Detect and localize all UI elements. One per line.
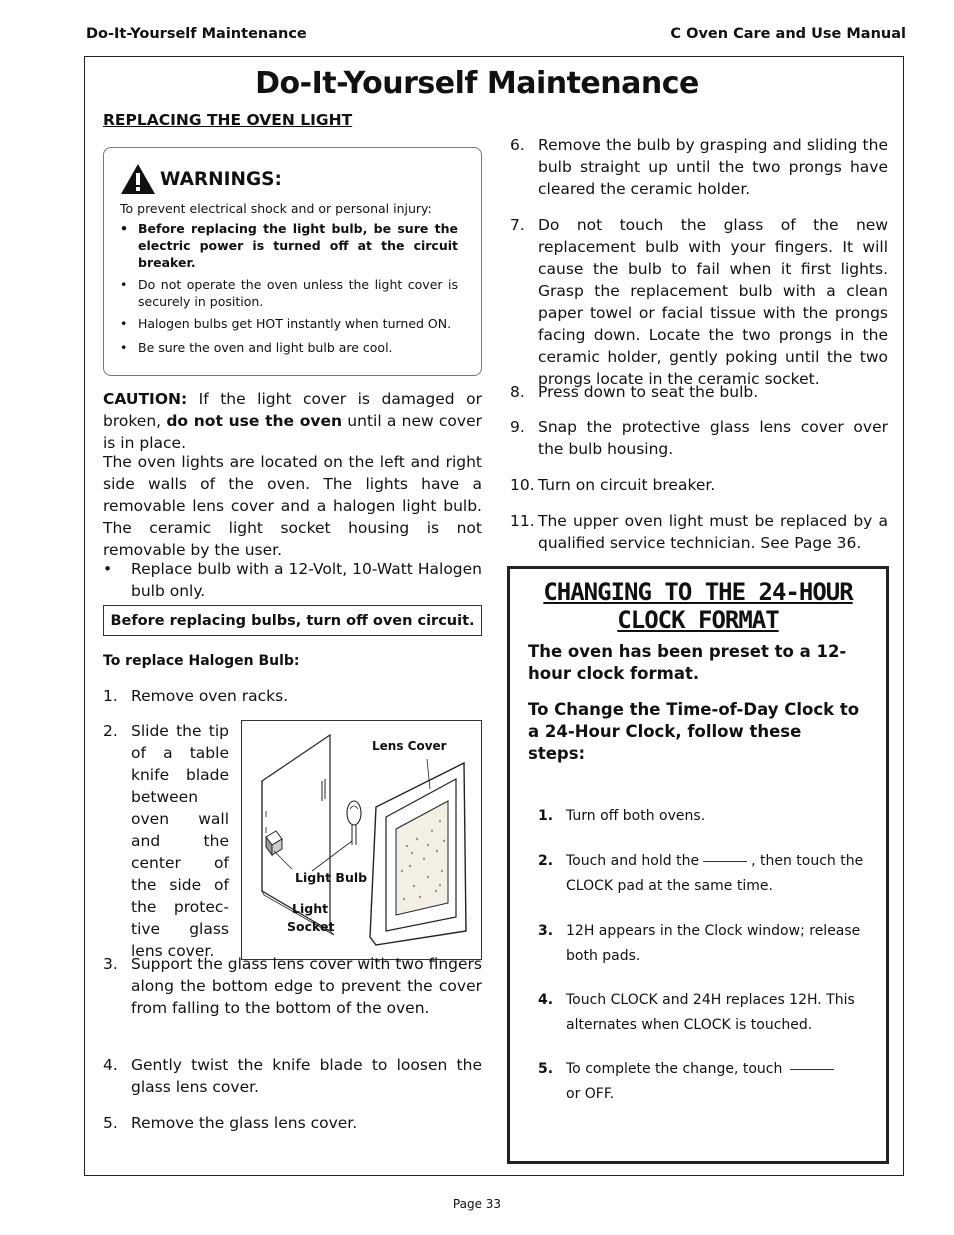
- figure-label-light-bulb: Light Bulb: [295, 870, 368, 885]
- intro-paragraph: The oven lights are located on the left and right side walls of the oven. The lights have a removable lens cover and a halogen light bulb. The ceramic light socket housing is not removable by the user.: [103, 453, 482, 559]
- oven-light-diagram: [241, 720, 482, 960]
- warnings-title: WARNINGS:: [160, 169, 282, 190]
- warning-item: • Do not operate the oven unless the light cover is securely in position.: [120, 277, 458, 309]
- page-number: Page 33: [452, 1197, 502, 1211]
- page-title: Do-It-Yourself Maintenance: [255, 66, 699, 101]
- oven-light-illustration: [242, 721, 481, 959]
- warning-triangle-icon: [120, 163, 156, 195]
- figure-label-light-socket-1: Light: [292, 901, 329, 916]
- figure-label-light-socket-2: Socket: [287, 919, 335, 934]
- blank-pad-line: [703, 861, 747, 862]
- clock-change-heading: To Change the Time-of-Day Clock to a 24-Hour Clock, follow these steps:: [528, 700, 860, 763]
- clock-preset-note: The oven has been preset to a 12-hour clock format.: [528, 642, 847, 683]
- warnings-intro: To prevent electrical shock and or personal injury:: [120, 201, 432, 216]
- warnings-list: [120, 220, 458, 356]
- caution-paragraph: CAUTION: If the light cover is damaged or broken, do not use the oven until a new cover is in place.: [103, 390, 482, 452]
- procedure-heading: To replace Halogen Bulb:: [103, 653, 300, 669]
- clock-box-title: CHANGING TO THE 24-HOUR CLOCK FORMAT: [543, 578, 853, 634]
- running-header-left: Do-It-Yourself Maintenance: [86, 26, 307, 42]
- blank-pad-line: [790, 1069, 834, 1070]
- warning-item: • Be sure the oven and light bulb are cool.: [120, 340, 393, 355]
- warning-item: • Halogen bulbs get HOT instantly when turned ON.: [120, 316, 452, 331]
- warning-item: • Before replacing the light bulb, be sure the electric power is turned off at the circuit breaker.: [120, 221, 458, 270]
- running-header-right: C Oven Care and Use Manual: [670, 26, 906, 42]
- boxed-note: Before replacing bulbs, turn off oven circuit.: [103, 605, 482, 636]
- figure-label-lens-cover: Lens Cover: [372, 739, 447, 753]
- section-heading: REPLACING THE OVEN LIGHT: [103, 111, 353, 129]
